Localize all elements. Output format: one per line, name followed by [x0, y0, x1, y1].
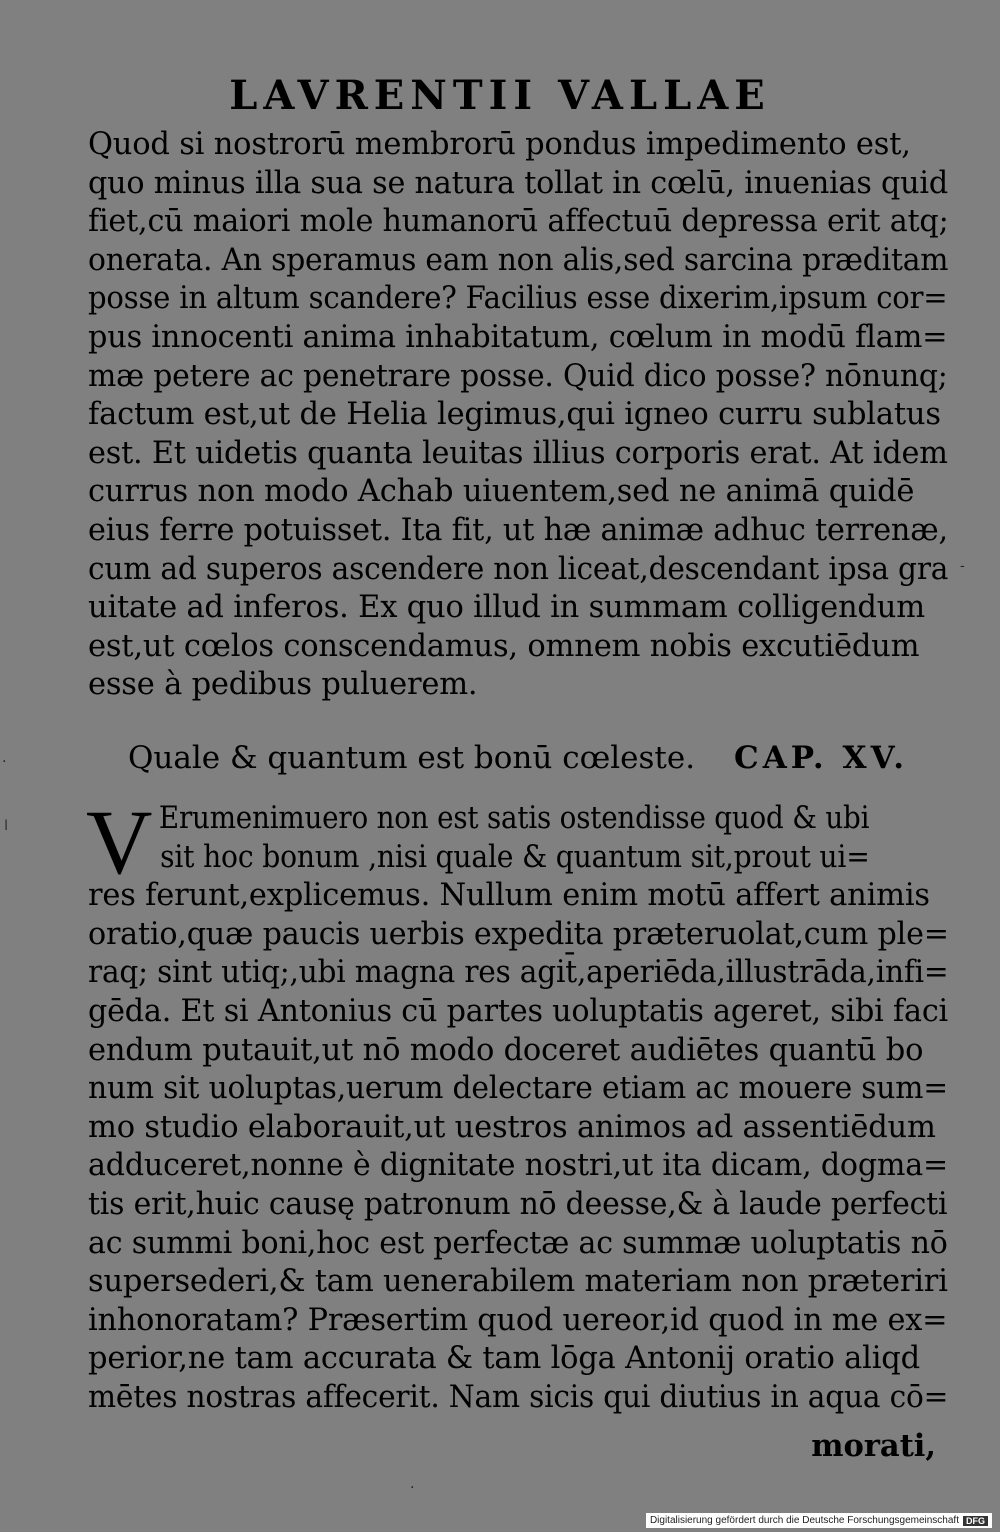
text-line: raq; sint utiq;,ubi magna res agit̄,aperiēda,illustrāda,infi=	[88, 955, 949, 991]
margin-mark-icon: ǀ	[4, 818, 9, 834]
text-line: adduceret,nonne è dignitate nostri,ut ita dicam, dogma=	[88, 1148, 949, 1184]
text-line: onerata. An speramus eam non alis,sed sarcina præditam	[88, 242, 949, 278]
text-line: esse à pedibus puluerem.	[88, 667, 478, 703]
text-line: mo studio elaborauit,ut uestros animos ad assentiēdum	[88, 1109, 936, 1145]
text-line: uitate ad inferos. Ex quo illud in summam colligendum	[88, 590, 925, 626]
running-head: LAVRENTII VALLAE	[229, 72, 771, 119]
text-line: mæ petere ac penetrare posse. Quid dico posse? nōnunq;	[88, 358, 948, 394]
text-line: eius ferre potuisset. Ita fit, ut hæ animæ adhuc terrenæ,	[88, 512, 948, 548]
text-line: res ferunt,explicemus. Nullum enim motū affert animis	[88, 878, 930, 914]
text-line: posse in altum scandere? Facilius esse dixerim,ipsum cor=	[88, 281, 948, 317]
text-line: oratio,quæ paucis uerbis expedita præteruolat,cum ple=	[88, 916, 949, 952]
text-line: num sit uoluptas,uerum delectare etiam ac mouere sum=	[88, 1071, 948, 1107]
margin-mark-icon: ·	[2, 754, 7, 770]
chapter-heading	[128, 738, 948, 778]
digitization-credit	[646, 1513, 992, 1528]
text-line: fiet,cū maiori mole humanorū affectuū depressa erit atq;	[88, 204, 949, 240]
text-line: gēda. Et si Antonius cū partes uoluptatis ageret, sibi faci	[88, 993, 949, 1029]
dfg-logo-icon: DFG	[963, 1516, 988, 1526]
catchword: morati,	[811, 1428, 936, 1464]
text-line: supersederi,& tam uenerabilem materiam non præteriri	[88, 1264, 948, 1300]
chapter-number: CAP. XV.	[734, 740, 908, 776]
text-line: currus non modo Achab uiuentem,sed ne animā quidē	[88, 474, 915, 510]
chapter-title: Quale & quantum est bonū cœleste.	[128, 740, 696, 776]
text-line: Erumenimuero non est satis ostendisse quod & ubi	[158, 801, 870, 836]
margin-mark-icon: ‑	[960, 558, 965, 574]
text-line: pus innocenti anima inhabitatum, cœlum in modū flam=	[88, 319, 948, 355]
body-text-top	[88, 126, 948, 705]
text-line: cum ad superos ascendere non liceat,descendant ipsa gra	[88, 551, 949, 587]
text-line: factum est,ut de Helia legimus,qui igneo curru sublatus	[88, 397, 941, 433]
body-text-chapter	[88, 800, 948, 1418]
drop-cap: V	[86, 791, 153, 893]
text-line: inhonoratam? Præsertim quod uereor,id quod in me ex=	[88, 1302, 948, 1338]
text-line: est,ut cœlos conscendamus, omnem nobis excutiēdum	[88, 628, 920, 664]
text-line: mētes nostras affecerit. Nam sicis qui diutius in aqua cō=	[88, 1379, 949, 1415]
credit-text: Digitalisierung gefördert durch die Deutsche Forschungsgemeinschaft	[649, 1515, 959, 1526]
margin-mark-icon: ·	[410, 1480, 415, 1496]
text-line: quo minus illa sua se natura tollat in cœlū, inuenias quid	[88, 165, 949, 201]
text-line: Quod si nostrorū membrorū pondus impedimento est,	[88, 127, 911, 162]
text-line: ac summi boni,hoc est perfectæ ac summæ uoluptatis nō	[88, 1225, 948, 1261]
text-line: perior,ne tam accurata & tam lōga Antonij oratio aliqd	[88, 1341, 920, 1377]
text-line: sit hoc bonum ,nisi quale & quantum sit,prout ui=	[160, 839, 870, 875]
text-line: est. Et uidetis quanta leuitas illius corporis erat. At idem	[88, 435, 948, 471]
text-line: tis erit,huic causę patronum nō deesse,& à laude perfecti	[88, 1186, 948, 1222]
text-line: endum putauit,ut nō modo doceret audiētes quantū bo	[88, 1032, 924, 1068]
